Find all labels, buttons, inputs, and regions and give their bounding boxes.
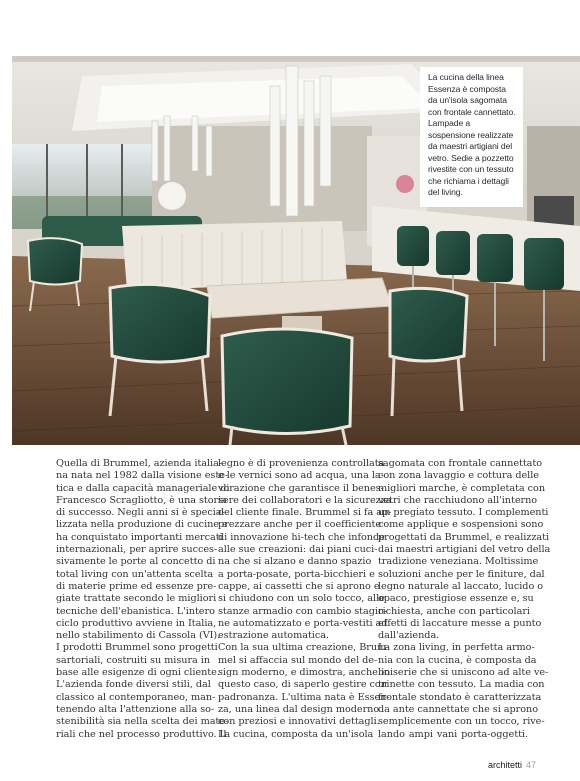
article-line: sign moderno, e dimostra, anche in: [218, 667, 391, 679]
article-line: di innovazione hi-tech che infonde: [218, 531, 385, 543]
article-line: con zona lavaggio e cottura delle: [378, 470, 539, 482]
article-line: di successo. Negli anni si è specia-: [56, 507, 225, 519]
article-line: migliori marche, è completata con: [378, 482, 546, 494]
article-column-1: [56, 458, 230, 741]
article-line: del cliente finale. Brummel si fa ap-: [218, 507, 392, 519]
article-line: tenendo alta l'attenzione alla so-: [56, 703, 215, 715]
article-line: na nata nel 1982 dalla visione este-: [56, 470, 229, 482]
article-line: prezzare anche per il coefficiente: [218, 519, 382, 531]
article-line: sartoriali, costruiti su misura in: [56, 654, 211, 666]
article-line: vorazione che garantisce il benes-: [218, 482, 384, 494]
article-line: I prodotti Brummel sono progetti: [56, 642, 218, 654]
article-column-3: [378, 458, 551, 741]
article-line: ha conquistato importanti mercati: [56, 531, 223, 543]
article-line: Francesco Scragliotto, è una storia: [56, 494, 227, 506]
article-line: L'azienda fonde diversi stili, dal: [56, 679, 211, 691]
article-line: stenibilità sia nella scelta dei mate-: [56, 716, 229, 728]
article-line: ne automatizzato e porta-vestiti ad: [218, 617, 388, 629]
article-line: dai maestri artigiani del vetro della: [378, 544, 551, 556]
article-line: legno naturale al laccato, lucido o: [378, 580, 544, 592]
article-line: na che si alzano e danno spazio: [218, 556, 372, 568]
article-line: con preziosi e innovativi dettagli.: [218, 716, 380, 728]
article-line: di materie prime ed essenze pre-: [56, 580, 217, 592]
article-line: sere dei collaboratori e la sicurezza: [218, 494, 392, 506]
page-number: 47: [526, 760, 537, 770]
article-line: padronanza. L'ultima nata è Essen-: [218, 691, 390, 703]
article-line: dall'azienda.: [378, 630, 440, 642]
article-line: un pregiato tessuto. I complementi: [378, 507, 549, 519]
article-line: richiesta, anche con particolari: [378, 605, 530, 617]
article-line: e le vernici sono ad acqua, una la-: [218, 470, 384, 482]
article-line: si chiudono con un solo tocco, alle: [218, 593, 385, 605]
article-line: opaco, prestigiose essenze e, su: [378, 593, 534, 605]
article-line: Con la sua ultima creazione, Brum-: [218, 642, 390, 654]
article-line: soluzioni anche per le finiture, dal: [378, 568, 545, 580]
article-line: mel si affaccia sul mondo del de-: [218, 654, 378, 666]
article-line: semplicemente con un tocco, rive-: [378, 716, 545, 728]
article-line: Quella di Brummel, azienda italia-: [56, 458, 223, 469]
article-line: ciclo produttivo avviene in Italia,: [56, 617, 217, 629]
article-line: stanze armadio con cambio stagio-: [218, 605, 387, 617]
article-line: lando ampi vani porta-oggetti.: [378, 728, 528, 740]
article-line: effetti di laccature messe a punto: [378, 617, 542, 629]
article-line: sivamente le porte al concetto di: [56, 556, 216, 568]
article-line: alle sue creazioni: dai piani cuci-: [218, 544, 378, 556]
article-line: tica e dalla capacità manageriale di: [56, 482, 230, 494]
page-footer: [488, 760, 536, 770]
article-line: internazionali, per aprire succes-: [56, 544, 218, 556]
article-line: nia con la cucina, è composta da: [378, 654, 537, 666]
article-line: sagomata con frontale cannettato: [378, 458, 543, 469]
article-line: boiserie che si uniscono ad alte ve-: [378, 667, 549, 679]
article-line: questo caso, di saperlo gestire con: [218, 679, 387, 691]
article-line: a porta-posate, porta-bicchieri e: [218, 568, 375, 580]
article-line: da ante cannettate che si aprono: [378, 703, 538, 715]
article-line: total living con un'attenta scelta: [56, 568, 214, 580]
article-line: La cucina, composta da un'isola: [218, 728, 374, 740]
article-line: La zona living, in perfetta armo-: [378, 642, 535, 654]
article-line: trinette con tessuto. La madia con: [378, 679, 545, 691]
article-line: progettati da Brummel, e realizzati: [378, 531, 550, 543]
article-line: za, una linea dal design moderno: [218, 703, 380, 715]
article-line: tecniche dell'ebanistica. L'intero: [56, 605, 215, 617]
article-line: vetri che racchiudono all'interno: [378, 494, 538, 506]
article-line: estrazione automatica.: [218, 630, 329, 642]
article-line: frontale stondato è caratterizzata: [378, 691, 542, 703]
article-line: legno è di provenienza controllata: [218, 458, 385, 469]
article-line: riali che nel processo produttivo. Il: [56, 728, 227, 740]
photo-caption: La cucina della linea Essenza è composta da un'isola sagomata con frontale cannettato. Lampade a sospensione realizzate da maestri artigiani del vetro. Sedie a pozzetto rivestite con un tessuto che richiama i dettagli del living.: [420, 67, 523, 207]
article-line: come applique e sospensioni sono: [378, 519, 544, 531]
magazine-name: architetti: [488, 760, 523, 770]
article-line: giate trattate secondo le migliori: [56, 593, 217, 605]
article-line: cappe, ai cassetti che si aprono e: [218, 580, 380, 592]
article-line: base alle esigenze di ogni cliente.: [56, 667, 220, 679]
article-line: tradizione veneziana. Moltissime: [378, 556, 539, 568]
article-line: nello stabilimento di Cassola (VI).: [56, 630, 221, 642]
article-column-2: [218, 458, 392, 741]
article-line: classico al contemporaneo, man-: [56, 691, 216, 703]
article-line: lizzata nella produzione di cucine e: [56, 519, 228, 531]
